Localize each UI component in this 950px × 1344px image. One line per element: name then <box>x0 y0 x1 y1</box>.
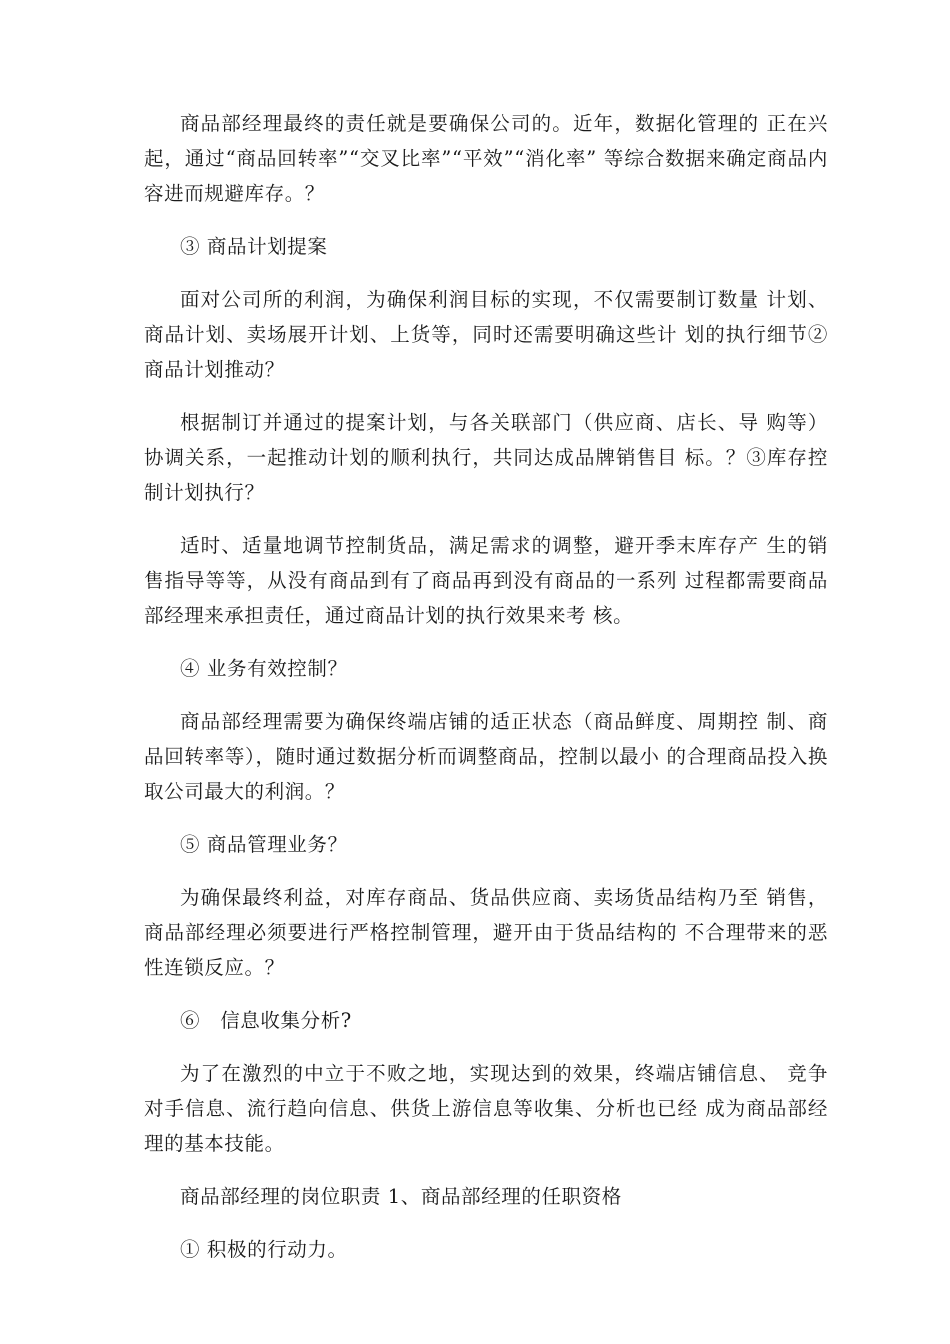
heading-product-plan-proposal: ③ 商品计划提案 <box>180 235 328 258</box>
heading-information-analysis: ⑥ 信息收集分析? <box>180 1009 352 1032</box>
heading-job-responsibilities: 商品部经理的岗位职责 1、商品部经理的任职资格 <box>180 1185 622 1208</box>
heading-product-management: ⑤ 商品管理业务？ <box>180 833 348 856</box>
paragraph-inventory-control: 适时、适量地调节控制货品，满足需求的调整，避开季末库存产 生的销售指导等等，从没有商品到有了商品再到没有商品的一系列 过程都需要商品部经理来承担责任，通过商品计划的执行效果来考 核。 <box>144 534 828 627</box>
heading-business-control: ④ 业务有效控制？ <box>180 657 348 680</box>
paragraph-final-benefit: 为确保最终利益，对库存商品、货品供应商、卖场货品结构乃至 销售，商品部经理必须要进行严格控制管理，避开由于货品结构的 不合理带来的恶性连锁反应。？ <box>144 886 828 979</box>
heading-action-ability: ① 积极的行动力。 <box>180 1238 348 1261</box>
paragraph-competition-info: 为了在激烈的中立于不败之地，实现达到的效果，终端店铺信息、 竞争对手信息、流行趋向信息、供货上游信息等收集、分析也已经 成为商品部经理的基本技能。 <box>144 1062 828 1155</box>
paragraph-data-management: 商品部经理最终的责任就是要确保公司的。近年，数据化管理的 正在兴起，通过“商品回转率”“交叉比率”“平效”“消化率” 等综合数据来确定商品内容进而规避库存。？ <box>144 112 828 205</box>
paragraph-store-status: 商品部经理需要为确保终端店铺的适正状态（商品鲜度、周期控 制、商品回转率等），随时通过数据分析而调整商品，控制以最小 的合理商品投入换取公司最大的利润。？ <box>144 710 828 803</box>
paragraph-plan-coordination: 根据制订并通过的提案计划，与各关联部门（供应商、店长、导 购等）协调关系，一起推动计划的顺利执行，共同达成品牌销售目 标。？③库存控制计划执行？ <box>144 411 828 504</box>
paragraph-profit-target: 面对公司所的利润，为确保利润目标的实现，不仅需要制订数量 计划、商品计划、卖场展开计划、上货等，同时还需要明确这些计 划的执行细节②商品计划推动？ <box>144 288 828 381</box>
document-body <box>144 106 828 1285</box>
